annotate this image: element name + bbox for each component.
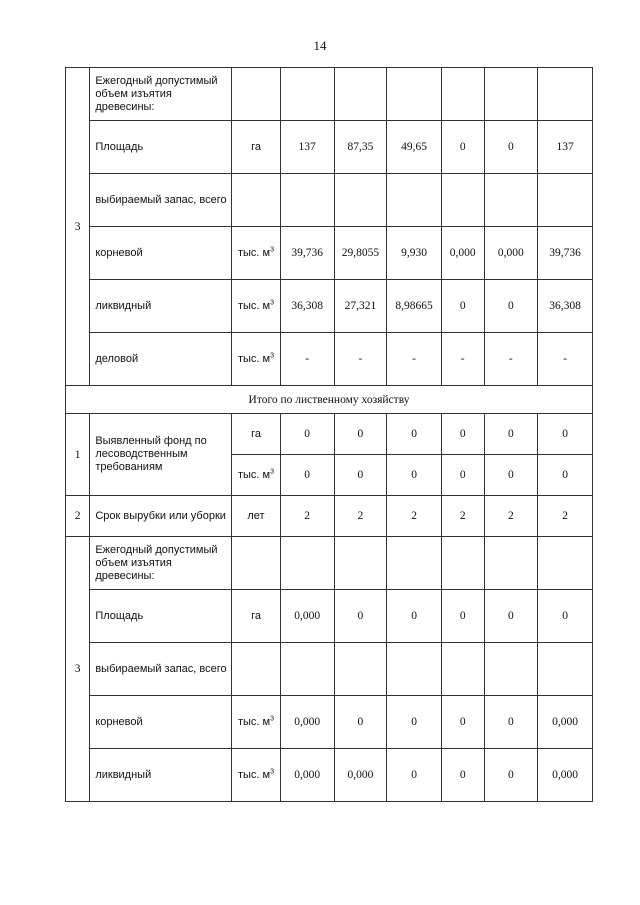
value-cell	[387, 68, 442, 121]
table-row	[66, 590, 593, 643]
value-cell: 0,000	[280, 696, 334, 749]
value-cell: 0	[484, 749, 538, 802]
value-cell	[484, 68, 538, 121]
table-row	[66, 537, 593, 590]
value-cell: 0	[387, 749, 442, 802]
unit-cell	[232, 333, 281, 386]
value-cell: 2	[334, 496, 387, 537]
value-cell	[280, 643, 334, 696]
forest-harvest-table	[65, 67, 593, 802]
unit-cell	[232, 227, 281, 280]
value-cell: 0,000	[538, 696, 593, 749]
unit-text: тыс. м	[237, 300, 271, 312]
value-cell: 0,000	[280, 749, 334, 802]
value-cell: 36,308	[280, 280, 334, 333]
value-cell	[484, 643, 538, 696]
value-cell: 0	[280, 455, 334, 496]
table-row	[66, 749, 593, 802]
row-label: корневой	[90, 227, 232, 280]
value-cell: 0	[334, 414, 387, 455]
value-cell	[387, 174, 442, 227]
value-cell	[441, 537, 484, 590]
section-number: 2	[66, 496, 90, 537]
table-row	[66, 174, 593, 227]
value-cell	[484, 174, 538, 227]
row-label: ликвидный	[90, 280, 232, 333]
value-cell: 0	[484, 455, 538, 496]
unit-cell	[232, 455, 281, 496]
table-row	[66, 227, 593, 280]
value-cell: 0	[387, 455, 442, 496]
table-row	[66, 414, 593, 455]
value-cell: 0	[387, 696, 442, 749]
unit-text: га	[251, 141, 261, 153]
unit-text: тыс. м	[237, 353, 271, 365]
value-cell	[334, 537, 387, 590]
value-cell	[280, 68, 334, 121]
unit-cell	[232, 280, 281, 333]
unit-text: тыс. м	[237, 769, 271, 781]
unit-cell	[232, 68, 281, 121]
row-label: Площадь	[90, 590, 232, 643]
row-label: ликвидный	[90, 749, 232, 802]
value-cell	[538, 643, 593, 696]
section-number: 3	[66, 68, 90, 386]
unit-text: га	[251, 428, 261, 440]
value-cell	[334, 174, 387, 227]
value-cell	[538, 537, 593, 590]
value-cell: -	[387, 333, 442, 386]
unit-cell	[232, 643, 281, 696]
value-cell: 0,000	[484, 227, 538, 280]
value-cell: 39,736	[280, 227, 334, 280]
unit-cell	[232, 749, 281, 802]
unit-superscript: 3	[270, 299, 275, 307]
value-cell	[538, 174, 593, 227]
value-cell: 0,000	[441, 227, 484, 280]
value-cell: 0	[441, 280, 484, 333]
value-cell: -	[280, 333, 334, 386]
value-cell: 0,000	[280, 590, 334, 643]
unit-text: тыс. м	[237, 716, 271, 728]
table-row	[66, 643, 593, 696]
value-cell: 2	[484, 496, 538, 537]
value-cell: 2	[538, 496, 593, 537]
value-cell: 0,000	[538, 749, 593, 802]
value-cell: 36,308	[538, 280, 593, 333]
row-label: Ежегодный допустимый объем изъятия древесины:	[90, 68, 232, 121]
unit-cell	[232, 590, 281, 643]
unit-superscript: 3	[270, 246, 275, 254]
section-number: 1	[66, 414, 90, 496]
value-cell: 0	[441, 590, 484, 643]
value-cell: 2	[441, 496, 484, 537]
table-row	[66, 68, 593, 121]
value-cell	[334, 643, 387, 696]
page-number: 14	[313, 38, 327, 53]
value-cell: 0	[387, 590, 442, 643]
row-label: Срок вырубки или уборки	[90, 496, 232, 537]
unit-text: га	[251, 610, 261, 622]
value-cell: 8,98665	[387, 280, 442, 333]
value-cell: 0	[484, 414, 538, 455]
unit-cell	[232, 174, 281, 227]
row-label: деловой	[90, 333, 232, 386]
section-number: 3	[66, 537, 90, 802]
unit-superscript: 3	[270, 468, 275, 476]
value-cell	[441, 68, 484, 121]
value-cell: -	[538, 333, 593, 386]
value-cell	[441, 174, 484, 227]
value-cell: 0	[441, 696, 484, 749]
row-label: выбираемый запас, всего	[90, 643, 232, 696]
value-cell: 0	[484, 280, 538, 333]
value-cell: 0	[280, 414, 334, 455]
value-cell: 0	[334, 696, 387, 749]
value-cell	[280, 174, 334, 227]
value-cell: 137	[538, 121, 593, 174]
table-row	[66, 280, 593, 333]
row-label: Площадь	[90, 121, 232, 174]
value-cell	[334, 68, 387, 121]
value-cell: 0	[484, 696, 538, 749]
value-cell: 2	[387, 496, 442, 537]
table-row	[66, 696, 593, 749]
value-cell: -	[441, 333, 484, 386]
value-cell	[280, 537, 334, 590]
value-cell: 49,65	[387, 121, 442, 174]
unit-cell	[232, 121, 281, 174]
value-cell: 0	[538, 590, 593, 643]
value-cell: 0	[387, 414, 442, 455]
value-cell: 0	[484, 590, 538, 643]
row-label: выбираемый запас, всего	[90, 174, 232, 227]
table-row	[66, 333, 593, 386]
table-row	[66, 121, 593, 174]
unit-superscript: 3	[270, 715, 275, 723]
value-cell: 2	[280, 496, 334, 537]
value-cell	[387, 643, 442, 696]
section-title-row	[66, 386, 593, 414]
value-cell	[387, 537, 442, 590]
value-cell: 9,930	[387, 227, 442, 280]
unit-cell	[232, 414, 281, 455]
value-cell	[538, 68, 593, 121]
value-cell	[441, 643, 484, 696]
value-cell: 0	[484, 121, 538, 174]
row-label: корневой	[90, 696, 232, 749]
value-cell	[484, 537, 538, 590]
value-cell: 0	[334, 590, 387, 643]
unit-cell	[232, 537, 281, 590]
value-cell: 87,35	[334, 121, 387, 174]
unit-superscript: 3	[270, 352, 275, 360]
value-cell: 0	[441, 414, 484, 455]
row-label: Выявленный фонд по лесоводственным требованиям	[90, 414, 232, 496]
unit-superscript: 3	[270, 768, 275, 776]
value-cell: 137	[280, 121, 334, 174]
row-label: Ежегодный допустимый объем изъятия древесины:	[90, 537, 232, 590]
value-cell: 0	[441, 749, 484, 802]
value-cell: 39,736	[538, 227, 593, 280]
value-cell: 0	[441, 121, 484, 174]
value-cell: 0	[538, 414, 593, 455]
value-cell: 0	[441, 455, 484, 496]
unit-text: тыс. м	[237, 247, 271, 259]
value-cell: -	[334, 333, 387, 386]
value-cell: -	[484, 333, 538, 386]
value-cell: 0,000	[334, 749, 387, 802]
unit-cell	[232, 696, 281, 749]
table-body	[66, 68, 593, 802]
value-cell: 27,321	[334, 280, 387, 333]
unit-cell: лет	[232, 496, 281, 537]
table-row	[66, 496, 593, 537]
value-cell: 0	[538, 455, 593, 496]
unit-text: тыс. м	[237, 469, 271, 481]
section-title: Итого по лиственному хозяйству	[66, 386, 593, 414]
value-cell: 0	[334, 455, 387, 496]
value-cell: 29,8055	[334, 227, 387, 280]
